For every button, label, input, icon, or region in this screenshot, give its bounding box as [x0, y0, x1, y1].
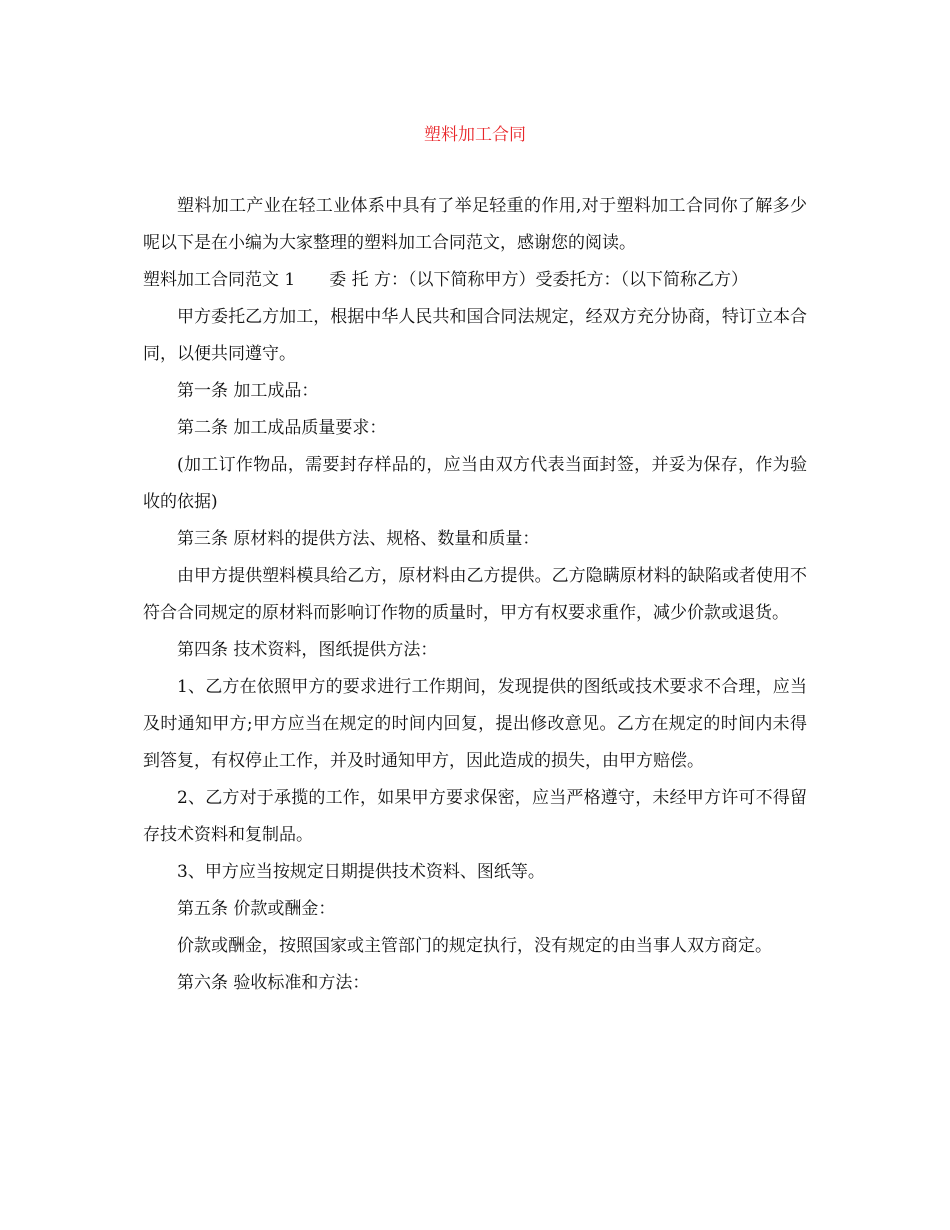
article-1-heading: 第一条 加工成品： — [177, 381, 319, 401]
parties-line: 塑料加工合同范文 1 委 托 方：（以下简称甲方）受委托方：（以下简称乙方） — [143, 270, 749, 290]
article-3-heading: 第三条 原材料的提供方法、规格、数量和质量： — [177, 529, 540, 549]
article-4-heading: 第四条 技术资料，图纸提供方法： — [177, 640, 438, 660]
document-body — [143, 188, 807, 1002]
article-5-heading: 第五条 价款或酬金： — [177, 899, 336, 919]
intro-paragraph: 塑料加工产业在轻工业体系中具有了举足轻重的作用,对于塑料加工合同你了解多少呢以下是在小编为大家整理的塑料加工合同范文，感谢您的阅读。 — [143, 196, 807, 253]
article-4-clause-1: 1、乙方在依照甲方的要求进行工作期间，发现提供的图纸或技术要求不合理，应当及时通知甲方;甲方应当在规定的时间内回复，提出修改意见。乙方在规定的时间内未得到答复，有权停止工作，并及时通知甲方，因此造成的损失，由甲方赔偿。 — [143, 677, 807, 771]
article-2-note: (加工订作物品，需要封存样品的，应当由双方代表当面封签，并妥为保存，作为验收的依据) — [143, 455, 807, 512]
article-4-clause-3: 3、甲方应当按规定日期提供技术资料、图纸等。 — [177, 862, 545, 882]
article-2-heading: 第二条 加工成品质量要求： — [177, 418, 387, 438]
contract-preamble: 甲方委托乙方加工，根据中华人民共和国合同法规定，经双方充分协商，特订立本合同，以便共同遵守。 — [143, 307, 807, 364]
article-3-body: 由甲方提供塑料模具给乙方，原材料由乙方提供。乙方隐瞒原材料的缺陷或者使用不符合合同规定的原材料而影响订作物的质量时，甲方有权要求重作，减少价款或退货。 — [143, 566, 807, 623]
article-6-heading: 第六条 验收标准和方法： — [177, 973, 370, 993]
article-4-clause-2: 2、乙方对于承揽的工作，如果甲方要求保密，应当严格遵守，未经甲方许可不得留存技术资料和复制品。 — [143, 788, 807, 845]
article-5-body: 价款或酬金，按照国家或主管部门的规定执行，没有规定的由当事人双方商定。 — [177, 936, 772, 956]
document-title: 塑料加工合同 — [424, 125, 526, 145]
